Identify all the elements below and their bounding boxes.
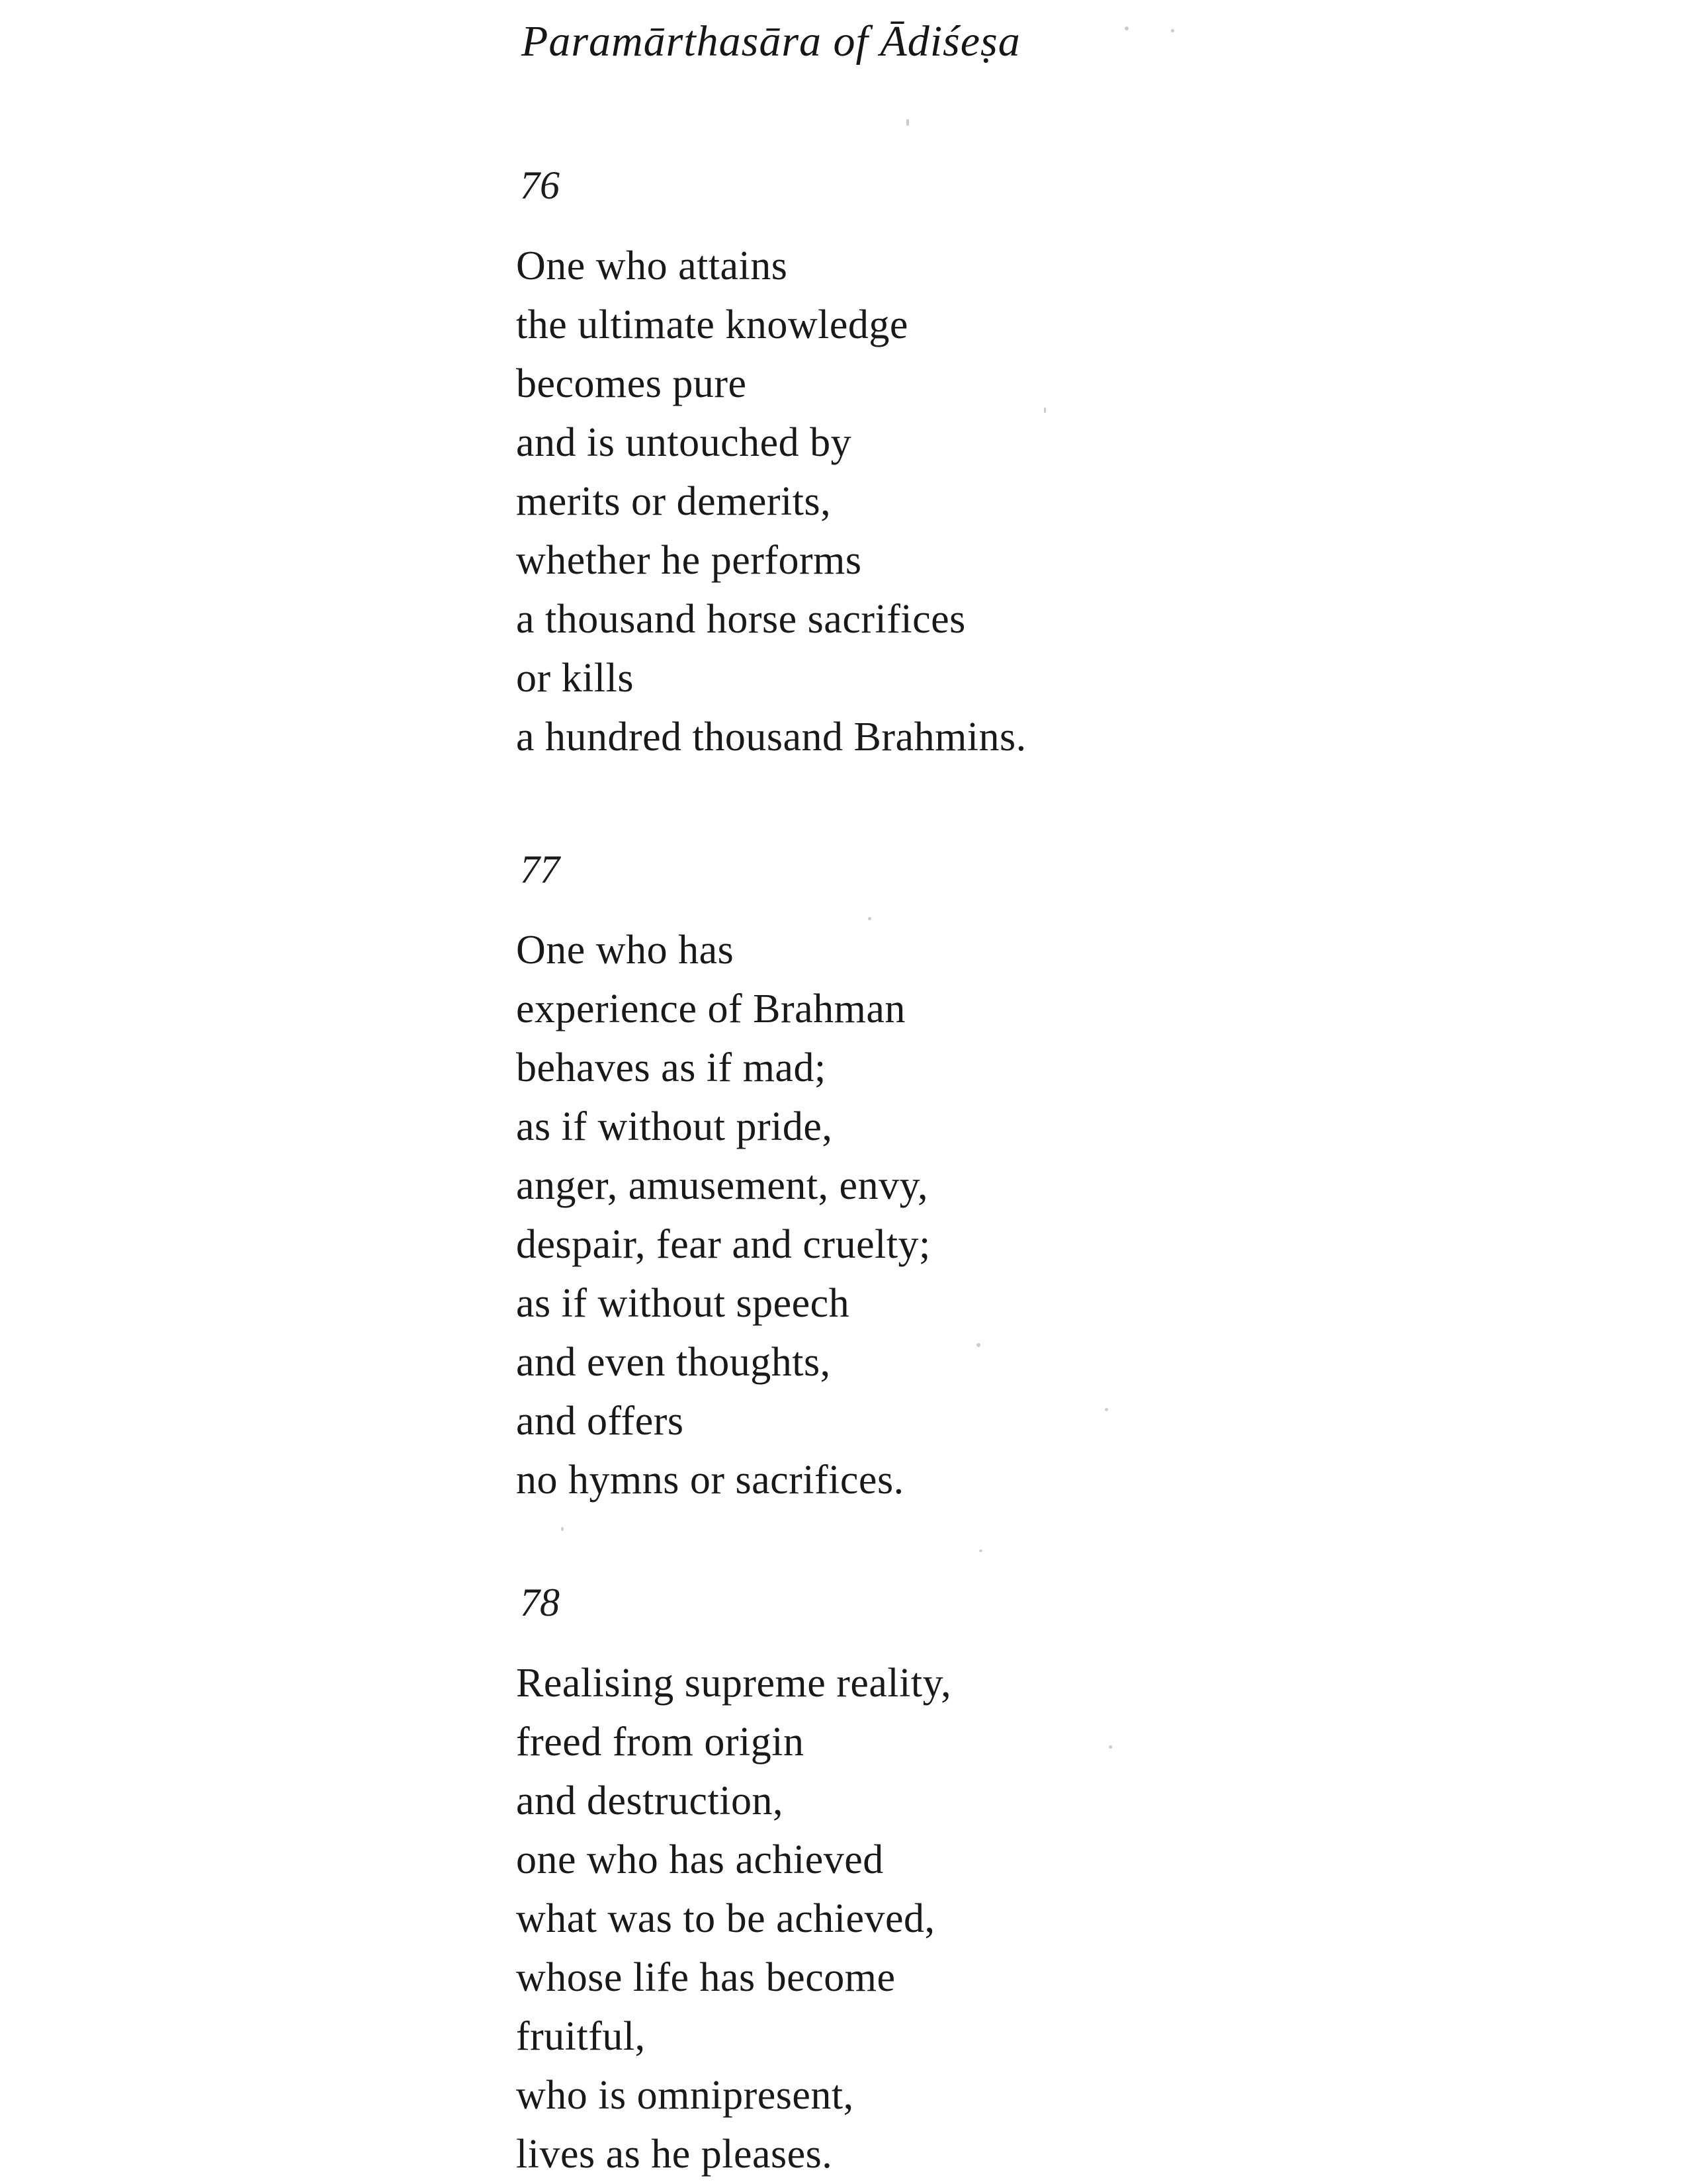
verse-line: and offers [516, 1399, 684, 1444]
verse-line: whether he performs [516, 538, 862, 583]
verse-line: or kills [516, 656, 634, 701]
verse-line: anger, amusement, envy, [516, 1163, 929, 1208]
verse-line: whose life has become [516, 1955, 896, 2000]
verse-line: a thousand horse sacrifices [516, 597, 966, 642]
verse-lines [516, 1654, 951, 2184]
scan-speck [1125, 26, 1129, 30]
verse-line: and destruction, [516, 1778, 784, 1823]
verse-line: fruitful, [516, 2014, 646, 2059]
verse-number: 77 [520, 848, 560, 891]
verse-78 [516, 1576, 951, 2184]
verse-line: merits or demerits, [516, 479, 832, 524]
scan-speck [1171, 29, 1174, 32]
verse-line: behaves as if mad; [516, 1045, 826, 1090]
verse-line: becomes pure [516, 361, 747, 406]
scan-speck [976, 1343, 980, 1347]
scan-speck [1105, 1408, 1108, 1411]
verse-line: as if without speech [516, 1281, 850, 1326]
verse-line: what was to be achieved, [516, 1896, 935, 1941]
verse-line: Realising supreme reality, [516, 1661, 952, 1706]
verse-line: lives as he pleases. [516, 2132, 833, 2177]
scan-speck [979, 1550, 982, 1552]
verse-line: experience of Brahman [516, 986, 906, 1031]
verse-line: and even thoughts, [516, 1340, 831, 1385]
verse-line: no hymns or sacrifices. [516, 1458, 904, 1503]
verse-number: 78 [520, 1581, 560, 1624]
verse-line: one who has achieved [516, 1837, 884, 1882]
scan-speck [561, 1527, 564, 1531]
verse-number: 76 [520, 163, 560, 207]
verse-line: a hundred thousand Brahmins. [516, 715, 1027, 760]
verse-77 [516, 843, 931, 1510]
scan-speck [1044, 408, 1046, 413]
verse-line: despair, fear and cruelty; [516, 1222, 931, 1267]
verse-line: the ultimate knowledge [516, 302, 908, 347]
verse-line: and is untouched by [516, 420, 852, 465]
verse-lines [516, 237, 1027, 767]
scan-speck [906, 119, 909, 126]
scan-speck [868, 917, 871, 920]
verse-line: who is omnipresent, [516, 2073, 854, 2118]
verse-line: as if without pride, [516, 1104, 833, 1149]
verse-line: One who has [516, 928, 734, 973]
verse-line: One who attains [516, 243, 788, 288]
verse-line: freed from origin [516, 1720, 804, 1765]
running-head: Paramārthasāra of Ādiśeṣa [521, 17, 1021, 66]
verse-76 [516, 159, 1027, 767]
scan-speck [1109, 1745, 1112, 1749]
verse-lines [516, 921, 931, 1510]
